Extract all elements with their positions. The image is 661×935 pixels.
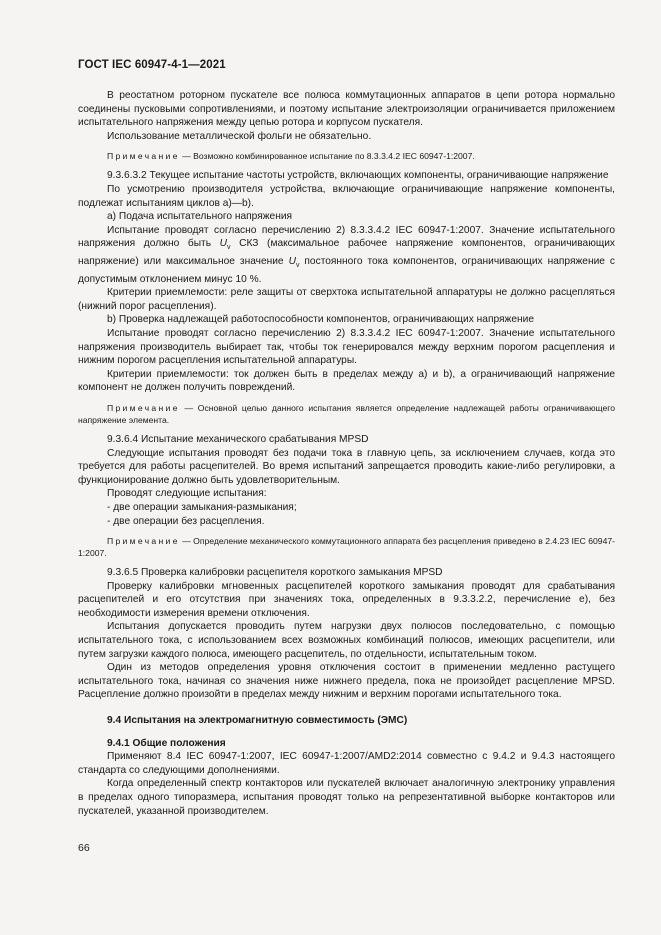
list-item: - две операции замыкания-размыкания;	[107, 501, 297, 513]
page-number: 66	[78, 842, 90, 854]
clause-heading: 9.3.6.4 Испытание механического срабатывания MPSD	[107, 433, 369, 445]
clause-heading: 9.3.6.3.2 Текущее испытание частоты устройств, включающих компоненты, ограничивающие напряжение	[107, 170, 609, 182]
list-item: а) Подача испытательного напряжения	[107, 211, 293, 223]
paragraph: Когда определенный спектр контакторов или пускателей включает аналогичную электронику управления в пределах одного типоразмера, испытания проводят только на репрезентативной выборке контакторов или пускателей, указанной производителем.	[78, 778, 615, 817]
document-header: ГОСТ IEC 60947-4-1—2021	[78, 59, 226, 71]
document-body	[78, 89, 615, 818]
paragraph: Критерии приемлемости: ток должен быть в пределах между а) и b), а ограничивающий напряжение компонент не должен получить повреждений.	[78, 368, 615, 394]
paragraph: Один из методов определения уровня отключения состоит в применении медленно растущего испытательного тока, начиная со значения ниже нижнего предела, пока не произойдет расцепление MPSD. Расцепление должно произойти в пределах между нижним и верхним порогами испытательного тока.	[78, 662, 615, 701]
paragraph: Следующие испытания проводят без подачи тока в главную цепь, за исключением случаев, когда это требуется для работы расцепителей. Во время испытаний запрещается проводить какие-либо регулировки, а функционирование должно быть удовлетворительным.	[78, 447, 615, 486]
note-label: Примечание	[107, 536, 180, 547]
note	[78, 150, 615, 162]
note-text: — Возможно комбинированное испытание по 8.3.3.4.2 IEC 60947-1:2007.	[179, 151, 475, 162]
subsection-heading: 9.4.1 Общие положения	[107, 737, 226, 749]
paragraph: Критерии приемлемости: реле защиты от сверхтока испытательной аппаратуры не должно расцепляться (нижний порог расцепления).	[78, 287, 615, 312]
list-item: b) Проверка надлежащей работоспособности компонентов, ограничивающих напряжение	[107, 314, 534, 326]
paragraph: Испытания допускается проводить путем нагрузки двух полюсов последовательно, с помощью испытательного тока, с использованием всех возможных комбинаций полюсов, имеющих расцепители, или путем загрузки каждого полюса, имеющего расцепитель, по отдельности, испытательным током.	[78, 621, 615, 660]
note-text: — Определение механического коммутационного аппарата без расцепления приведено в 2.4.23 IEC 60947-1:2007.	[78, 536, 615, 559]
note	[78, 535, 615, 559]
note-text: — Основной целью данного испытания является определение надлежащей работы ограничивающего напряжение элемента.	[78, 402, 615, 425]
paragraph: Проверку калибровки мгновенных расцепителей короткого замыкания проводят для срабатывания расцепителей и его отсутствия при значениях тока, определенных в 9.3.3.2.2, перечисление е), без необходимости измерения времени отключения.	[78, 580, 615, 619]
clause-heading: 9.3.6.5 Проверка калибровки расцепителя короткого замыкания MPSD	[107, 567, 443, 579]
paragraph: Испытание проводят согласно перечислению 2) 8.3.3.4.2 IEC 60947-1:2007. Значение испытательного напряжения должно быть $U_v$ СКЗ (максимальное рабочее напряжение компонентов, ограничивающих напряжение) или максимальное значение $U_v$ постоянного тока компонентов, ограничивающих напряжение с допустимым отклонением минус 10 %.	[78, 224, 616, 285]
note-label: Примечание	[107, 402, 180, 413]
note	[78, 402, 615, 426]
paragraph: Применяют 8.4 IEC 60947-1:2007, IEC 60947-1:2007/AMD2:2014 совместно с 9.4.2 и 9.4.3 настоящего стандарта со следующими дополнениями.	[78, 751, 615, 776]
paragraph: В реостатном роторном пускателе все полюса коммутационных аппаратов в цепи ротора нормально соединены пусковыми сопротивлениями, и поэтому испытание электроизоляции ограничивается приложением испытательного напряжения между цепью ротора и корпусом пускателя.	[78, 90, 615, 129]
paragraph: Испытание проводят согласно перечислению 2) 8.3.3.4.2 IEC 60947-1:2007. Значение испытательного напряжения производитель выбирает так, чтобы ток генерировался между верхним порогом расцепления и нижним порогом расцепления испытательной аппаратуры.	[78, 327, 615, 367]
note-label: Примечание	[107, 151, 180, 162]
list-item: - две операции без расцепления.	[107, 515, 265, 527]
paragraph: По усмотрению производителя устройства, включающие ограничивающие напряжение компоненты, подлежат испытаниям циклов а)—b).	[78, 183, 615, 209]
section-heading: 9.4 Испытания на электромагнитную совместимость (ЭМС)	[107, 715, 408, 727]
paragraph: Использование металлической фольги не обязательно.	[107, 130, 372, 142]
paragraph: Проводят следующие испытания:	[107, 488, 267, 500]
